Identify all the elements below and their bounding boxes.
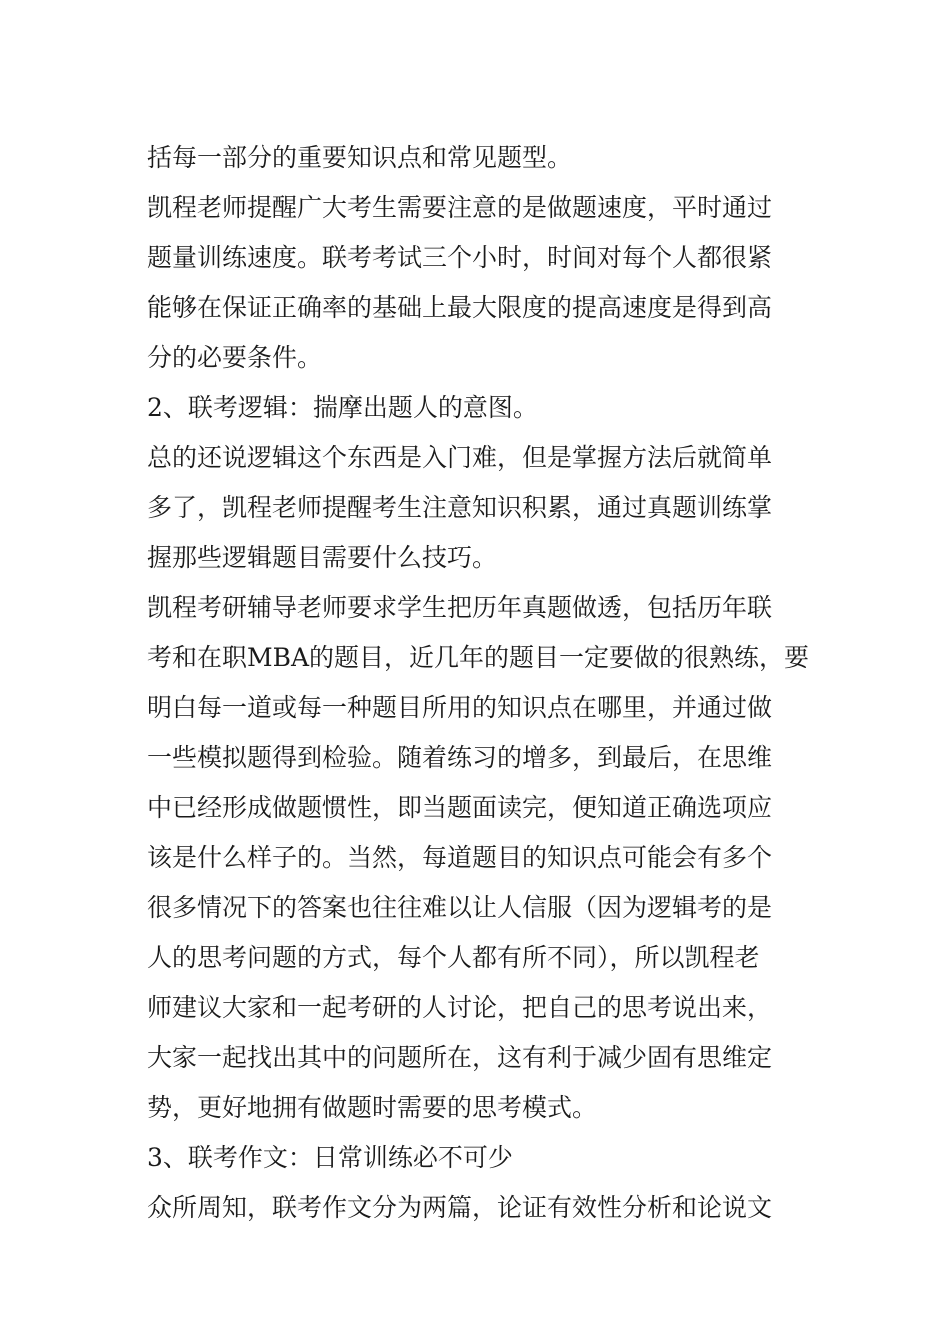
section-heading-logic: 2、联考逻辑：揣摩出题人的意图。 — [147, 393, 538, 422]
text-line: 握那些逻辑题目需要什么技巧。 — [147, 543, 498, 572]
text-line: 凯程老师提醒广大考生需要注意的是做题速度，平时通过 — [147, 193, 773, 222]
text-line: 多了，凯程老师提醒考生注意知识积累，通过真题训练掌 — [147, 493, 773, 522]
text-line: 能够在保证正确率的基础上最大限度的提高速度是得到高 — [147, 293, 773, 322]
text-line: 人的思考问题的方式，每个人都有所不同），所以凯程老 — [147, 943, 760, 972]
text-line: 很多情况下的答案也往往难以让人信服（因为逻辑考的是 — [147, 893, 773, 922]
section-heading-essay: 3、联考作文：日常训练必不可少 — [147, 1143, 513, 1172]
text-line: 总的还说逻辑这个东西是入门难，但是掌握方法后就简单 — [147, 443, 773, 472]
text-line: 师建议大家和一起考研的人讨论，把自己的思考说出来， — [147, 993, 773, 1022]
document-body — [147, 133, 837, 1233]
text-line: 括每一部分的重要知识点和常见题型。 — [147, 143, 573, 172]
text-line: 凯程考研辅导老师要求学生把历年真题做透，包括历年联 — [147, 593, 773, 622]
text-line: 大家一起找出其中的问题所在，这有利于减少固有思维定 — [147, 1043, 773, 1072]
text-line: 考和在职MBA的题目，近几年的题目一定要做的很熟练，要 — [147, 643, 810, 672]
text-line: 明白每一道或每一种题目所用的知识点在哪里，并通过做 — [147, 693, 773, 722]
text-line: 该是什么样子的。当然，每道题目的知识点可能会有多个 — [147, 843, 773, 872]
text-line: 一些模拟题得到检验。随着练习的增多，到最后，在思维 — [147, 743, 773, 772]
text-line: 中已经形成做题惯性，即当题面读完，便知道正确选项应 — [147, 793, 773, 822]
text-line: 众所周知，联考作文分为两篇，论证有效性分析和论说文 — [147, 1193, 773, 1222]
text-line: 题量训练速度。联考考试三个小时，时间对每个人都很紧 — [147, 243, 773, 272]
text-line: 势，更好地拥有做题时需要的思考模式。 — [147, 1093, 598, 1122]
text-line: 分的必要条件。 — [147, 343, 323, 372]
